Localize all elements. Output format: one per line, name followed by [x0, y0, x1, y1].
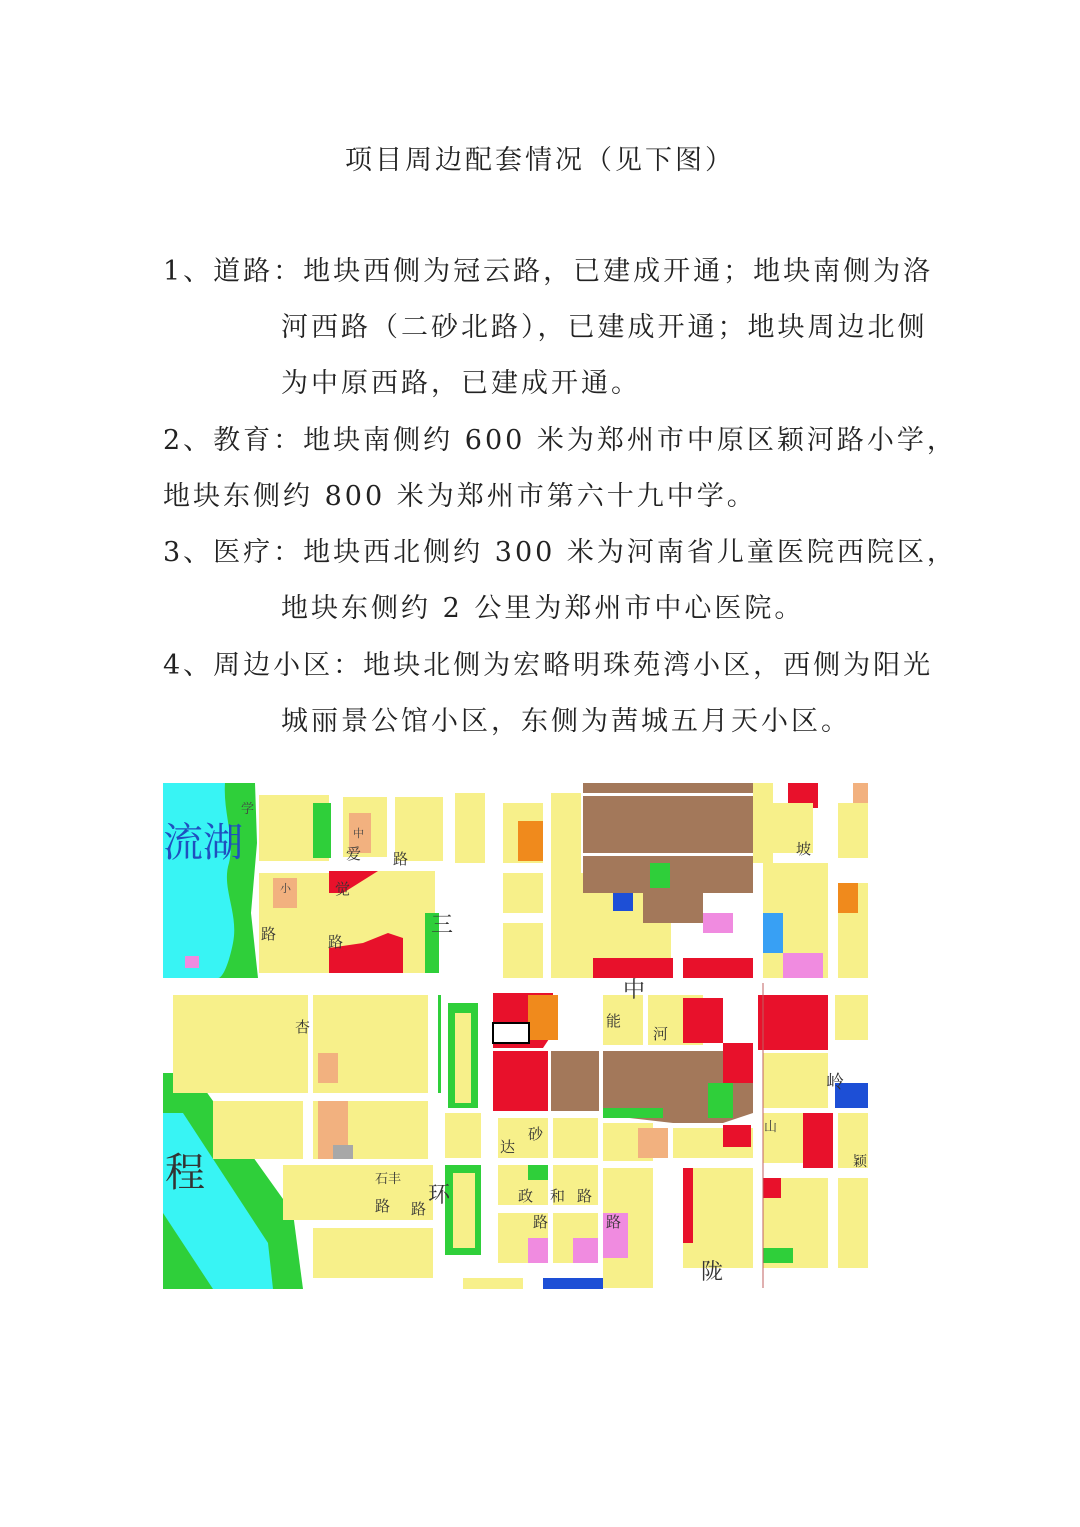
label-lu2: 路: [261, 925, 277, 943]
item-2-line-2: 地块东侧约 800 米为郑州市第六十九中学。: [163, 481, 757, 512]
land-use-map: [163, 783, 868, 1289]
label-xing: 杏: [295, 1018, 311, 1036]
label-neng: 能: [606, 1012, 622, 1030]
item-3-line-1: 3、医疗：地块西北侧约 300 米为河南省儿童医院西院区，: [163, 537, 957, 568]
label-ying: 颖: [853, 1154, 867, 1170]
label-zhong2: 中: [353, 827, 364, 840]
item-1-line-2: 河西路（二砂北路），已建成开通；地块周边北侧: [281, 312, 928, 343]
label-zheng: 政: [518, 1187, 534, 1205]
label-xue: 学: [241, 802, 255, 817]
label-jue: 觉: [335, 880, 351, 898]
label-shan: 山: [764, 1120, 778, 1135]
label-lu5: 路: [411, 1200, 427, 1218]
label-cheng: 程: [165, 1150, 205, 1196]
label-he2: 和: [550, 1187, 566, 1205]
label-lu4: 路: [375, 1197, 391, 1215]
item-4-line-1: 4、周边小区：地块北侧为宏略明珠苑湾小区，西侧为阳光: [163, 650, 934, 681]
label-xiao: 小: [280, 882, 291, 895]
label-zhong: 中: [623, 978, 646, 1003]
page-title: 项目周边配套情况（见下图）: [345, 145, 735, 176]
item-1-line-1: 1、道路：地块西侧为冠云路，已建成开通；地块南侧为洛: [163, 256, 934, 287]
label-long: 陇: [701, 1260, 724, 1285]
label-lu3: 路: [328, 933, 344, 951]
label-lu1: 路: [393, 850, 409, 868]
label-lu6: 路: [577, 1187, 593, 1205]
label-san: 三: [431, 913, 454, 938]
label-he: 河: [653, 1025, 669, 1043]
item-2-line-1: 2、教育：地块南侧约 600 米为郑州市中原区颖河路小学，: [163, 425, 957, 456]
label-lake: 流湖: [163, 820, 243, 866]
label-po: 坡: [796, 840, 812, 858]
item-1-line-3: 为中原西路，已建成开通。: [281, 368, 641, 399]
label-da: 达: [500, 1138, 516, 1156]
item-3-line-2: 地块东侧约 2 公里为郑州市中心医院。: [281, 593, 805, 624]
land-use-map-graphic: [163, 783, 868, 1289]
label-sha: 砂: [528, 1125, 544, 1143]
label-lu8: 路: [606, 1213, 622, 1231]
label-huan: 环: [428, 1183, 451, 1208]
item-4-line-2: 城丽景公馆小区，东侧为茜城五月天小区。: [281, 706, 851, 737]
label-shifeng: 石丰: [375, 1172, 402, 1187]
label-ling: 岭: [826, 1072, 844, 1093]
label-lu7: 路: [533, 1213, 549, 1231]
label-ai: 爱: [346, 845, 362, 863]
